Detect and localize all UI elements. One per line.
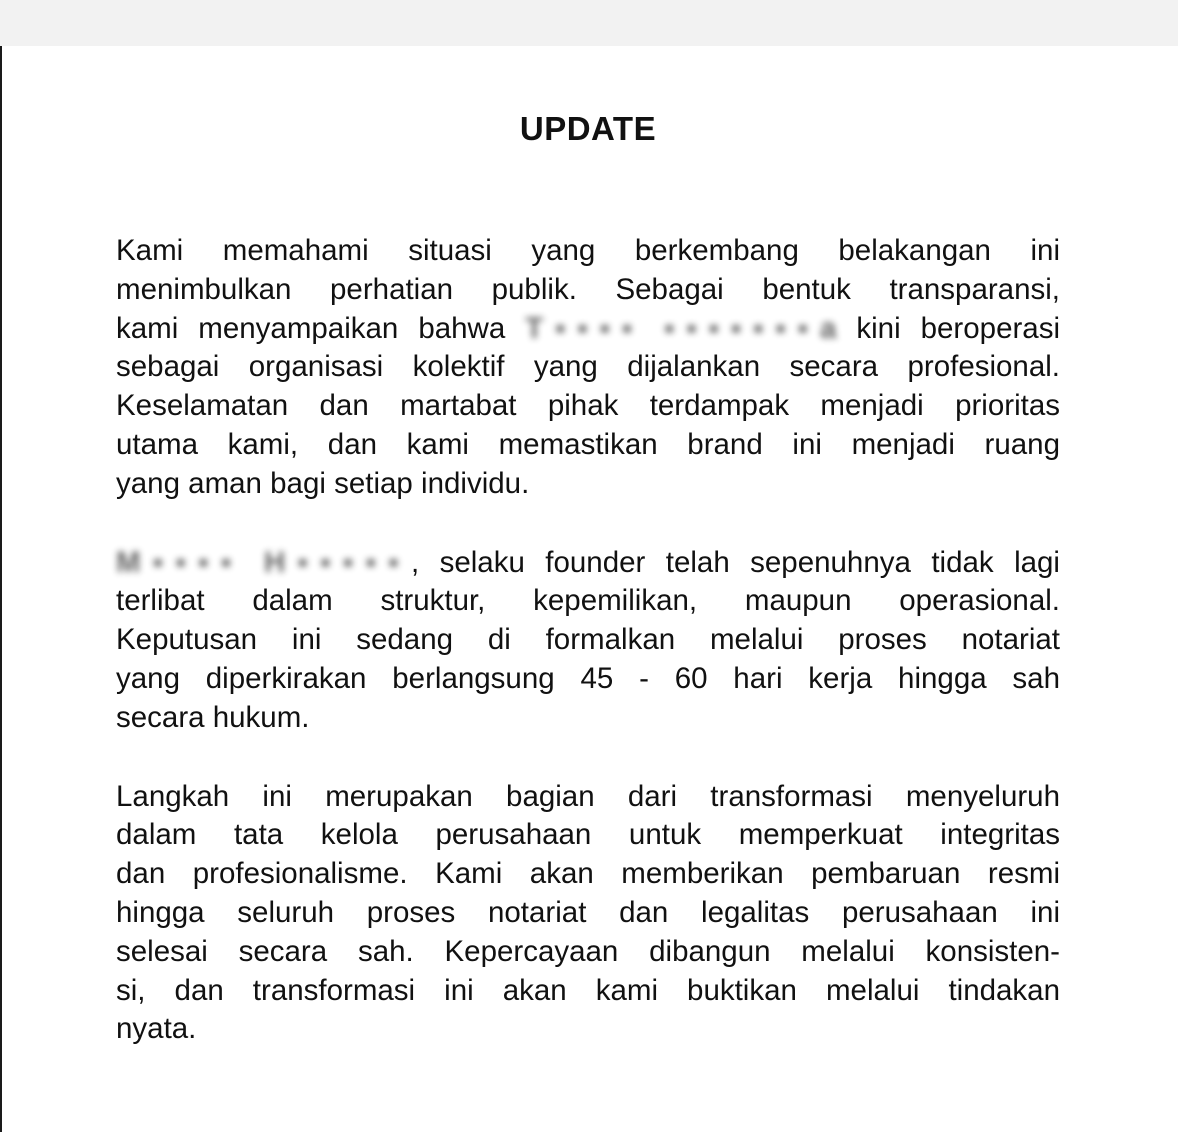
paragraph-2-line-2: terlibat dalam struktur, kepemilikan, maupun operasional.: [116, 584, 1060, 618]
redacted-founder-name: M▪▪▪▪ H▪▪▪▪▪: [116, 545, 411, 579]
paragraph-2-line-1: [116, 544, 1060, 583]
paragraph-2-line-1-end: , selaku founder telah sepenuhnya tidak lagi: [410, 545, 1060, 579]
paragraph-3-line-1: Langkah ini merupakan bagian dari transformasi menyeluruh: [116, 779, 1060, 813]
paragraph-3-line-7: nyata.: [116, 1012, 197, 1046]
paragraph-3-line-4: hingga seluruh proses notariat dan legalitas perusahaan ini: [116, 895, 1060, 929]
document-title: UPDATE: [519, 110, 657, 147]
paragraph-3-line-3: dan profesionalisme. Kami akan memberikan pembaruan resmi: [116, 857, 1060, 891]
paragraph-2-line-4: yang diperkirakan berlangsung 45 - 60 hari kerja hingga sah: [116, 661, 1060, 695]
paragraph-1-line-6: utama kami, dan kami memastikan brand ini menjadi ruang: [116, 427, 1060, 461]
document-page: [0, 46, 1178, 1132]
paragraph-1-line-7: yang aman bagi setiap individu.: [116, 466, 530, 500]
paragraph-3-line-5: selesai secara sah. Kepercayaan dibangun melalui konsisten-: [116, 934, 1060, 968]
paragraph-1: [116, 232, 1060, 504]
paragraph-1-line-3-end: kini beroperasi: [836, 311, 1061, 345]
paragraph-1-line-4: sebagai organisasi kolektif yang dijalankan secara profesional.: [116, 350, 1060, 384]
paragraph-1-line-3-start: kami menyampaikan bahwa: [116, 311, 526, 345]
paragraph-2-line-3: Keputusan ini sedang di formalkan melalui proses notariat: [116, 623, 1060, 657]
paragraph-1-line-3: [116, 310, 1060, 349]
paragraph-1-line-5: Keselamatan dan martabat pihak terdampak menjadi prioritas: [116, 389, 1060, 423]
paragraph-1-line-2: menimbulkan perhatian publik. Sebagai bentuk transparansi,: [116, 272, 1060, 306]
redacted-brand-name: T▪▪▪▪ ▪▪▪▪▪▪▪a: [525, 311, 837, 345]
paragraph-3-line-6: si, dan transformasi ini akan kami buktikan melalui tindakan: [116, 973, 1060, 1007]
document-body: [116, 232, 1060, 1089]
paragraph-1-line-1: Kami memahami situasi yang berkembang belakangan ini: [116, 234, 1060, 267]
paragraph-3-line-2: dalam tata kelola perusahaan untuk memperkuat integritas: [116, 818, 1060, 852]
paragraph-3: [116, 778, 1060, 1050]
paragraph-2-line-5: secara hukum.: [116, 700, 310, 734]
paragraph-2: [116, 544, 1060, 738]
